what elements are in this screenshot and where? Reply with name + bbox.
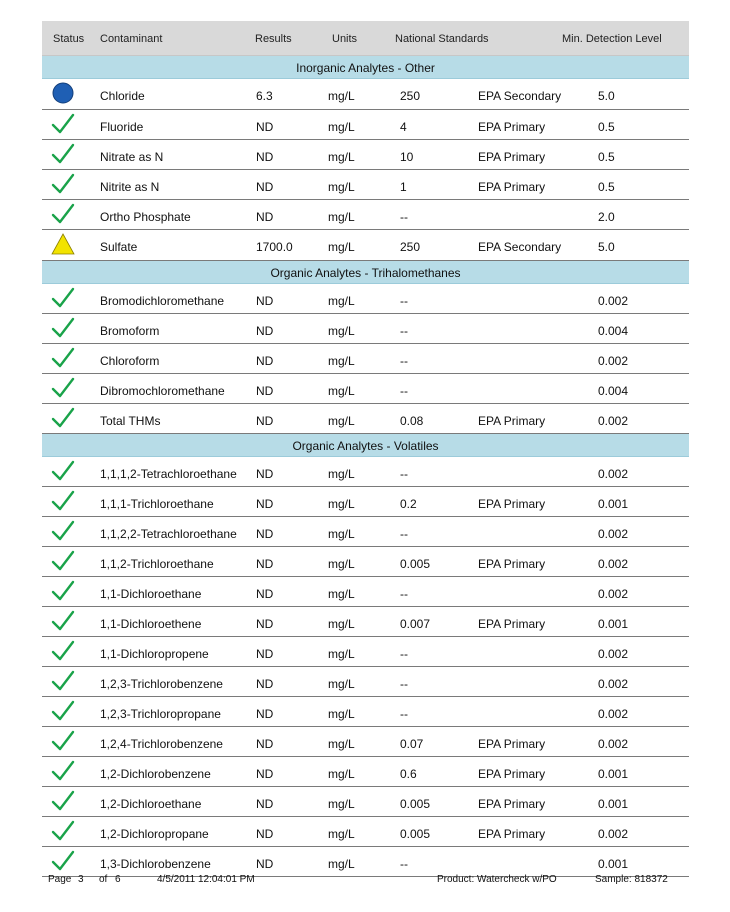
standard-value: 0.6: [400, 767, 417, 781]
table-row: [42, 517, 689, 547]
min-detection-value: 0.004: [598, 384, 629, 398]
result-value: ND: [256, 587, 274, 601]
units-value: mg/L: [328, 120, 355, 134]
min-detection-value: 0.5: [598, 150, 615, 164]
units-value: mg/L: [328, 527, 355, 541]
units-value: mg/L: [328, 467, 355, 481]
blue-circle-icon: [51, 81, 75, 105]
standard-agency: EPA Secondary: [478, 89, 562, 103]
standard-agency: EPA Primary: [478, 497, 546, 511]
table-row: [42, 757, 689, 787]
check-icon: [51, 142, 75, 166]
min-detection-value: 0.002: [598, 827, 629, 841]
header-results: Results: [255, 33, 292, 45]
result-value: ND: [256, 857, 274, 871]
min-detection-value: 0.001: [598, 767, 629, 781]
contaminant-name: Dibromochloromethane: [100, 384, 225, 398]
warning-triangle-icon: [51, 232, 75, 256]
table-row: [42, 374, 689, 404]
check-icon: [51, 406, 75, 430]
table-row: [42, 637, 689, 667]
check-icon: [51, 112, 75, 136]
contaminant-name: Total THMs: [100, 414, 161, 428]
min-detection-value: 0.002: [598, 647, 629, 661]
table-row: [42, 817, 689, 847]
standard-value: 0.08: [400, 414, 424, 428]
check-icon: [51, 519, 75, 543]
standard-value: 1: [400, 180, 407, 194]
table-row: [42, 314, 689, 344]
units-value: mg/L: [328, 240, 355, 254]
result-value: ND: [256, 180, 274, 194]
footer-page-number: 3: [78, 874, 84, 885]
standard-value: --: [400, 324, 408, 338]
table-row: [42, 230, 689, 261]
table-row: [42, 667, 689, 697]
check-icon: [51, 172, 75, 196]
table-row: [42, 140, 689, 170]
standard-value: --: [400, 707, 408, 721]
contaminant-name: 1,2-Dichlorobenzene: [100, 767, 211, 781]
footer-page-total: 6: [115, 874, 121, 885]
result-value: ND: [256, 384, 274, 398]
min-detection-value: 0.001: [598, 497, 629, 511]
result-value: ND: [256, 827, 274, 841]
contaminant-name: 1,1,1,2-Tetrachloroethane: [100, 467, 237, 481]
result-value: 6.3: [256, 89, 273, 103]
units-value: mg/L: [328, 857, 355, 871]
standard-agency: EPA Primary: [478, 767, 546, 781]
page-footer: [0, 868, 730, 888]
min-detection-value: 0.5: [598, 180, 615, 194]
table-row: [42, 577, 689, 607]
footer-of-label: of: [99, 874, 108, 885]
table-row: [42, 79, 689, 110]
footer-page-label: Page: [48, 874, 72, 885]
table-row: [42, 344, 689, 374]
standard-value: --: [400, 677, 408, 691]
standard-value: 0.07: [400, 737, 424, 751]
result-value: ND: [256, 354, 274, 368]
min-detection-value: 0.001: [598, 857, 629, 871]
contaminant-name: 1,1-Dichloroethene: [100, 617, 202, 631]
standard-value: --: [400, 210, 408, 224]
check-icon: [51, 549, 75, 573]
check-icon: [51, 286, 75, 310]
result-value: ND: [256, 467, 274, 481]
check-icon: [51, 489, 75, 513]
standard-value: --: [400, 467, 408, 481]
standard-value: --: [400, 294, 408, 308]
contaminant-name: Fluoride: [100, 120, 144, 134]
result-value: ND: [256, 414, 274, 428]
standard-agency: EPA Primary: [478, 180, 546, 194]
table-row: [42, 697, 689, 727]
standard-agency: EPA Primary: [478, 557, 546, 571]
section-title: Organic Analytes - Volatiles: [292, 439, 439, 453]
contaminant-name: 1,2,3-Trichlorobenzene: [100, 677, 223, 691]
standard-agency: EPA Secondary: [478, 240, 562, 254]
standard-agency: EPA Primary: [478, 827, 546, 841]
header-contaminant: Contaminant: [100, 33, 163, 45]
section-header: [42, 56, 689, 79]
standard-value: 250: [400, 240, 421, 254]
min-detection-value: 0.002: [598, 354, 629, 368]
contaminant-name: Nitrite as N: [100, 180, 160, 194]
min-detection-value: 0.002: [598, 677, 629, 691]
section-header: [42, 261, 689, 284]
standard-value: --: [400, 587, 408, 601]
standard-value: 0.2: [400, 497, 417, 511]
units-value: mg/L: [328, 617, 355, 631]
table-row: [42, 404, 689, 434]
units-value: mg/L: [328, 767, 355, 781]
table-row: [42, 607, 689, 637]
standard-value: 10: [400, 150, 414, 164]
check-icon: [51, 609, 75, 633]
units-value: mg/L: [328, 557, 355, 571]
min-detection-value: 0.002: [598, 414, 629, 428]
footer-datetime: 4/5/2011 12:04:01 PM: [157, 874, 255, 885]
check-icon: [51, 579, 75, 603]
check-icon: [51, 459, 75, 483]
units-value: mg/L: [328, 150, 355, 164]
table-row: [42, 200, 689, 230]
check-icon: [51, 376, 75, 400]
contaminant-name: Sulfate: [100, 240, 138, 254]
standard-agency: EPA Primary: [478, 120, 546, 134]
contaminant-name: 1,2-Dichloropropane: [100, 827, 209, 841]
contaminant-name: Bromodichloromethane: [100, 294, 225, 308]
units-value: mg/L: [328, 647, 355, 661]
units-value: mg/L: [328, 294, 355, 308]
min-detection-value: 0.002: [598, 467, 629, 481]
standard-agency: EPA Primary: [478, 797, 546, 811]
contaminant-name: Bromoform: [100, 324, 160, 338]
header-units: Units: [332, 33, 358, 45]
min-detection-value: 0.002: [598, 587, 629, 601]
standard-value: 0.007: [400, 617, 431, 631]
results-table: [42, 21, 689, 877]
check-icon: [51, 789, 75, 813]
result-value: ND: [256, 557, 274, 571]
units-value: mg/L: [328, 89, 355, 103]
contaminant-name: 1,1,1-Trichloroethane: [100, 497, 214, 511]
contaminant-name: 1,2,4-Trichlorobenzene: [100, 737, 223, 751]
contaminant-name: 1,3-Dichlorobenzene: [100, 857, 211, 871]
result-value: ND: [256, 617, 274, 631]
min-detection-value: 0.002: [598, 737, 629, 751]
result-value: ND: [256, 150, 274, 164]
contaminant-name: 1,1,2-Trichloroethane: [100, 557, 214, 571]
result-value: ND: [256, 294, 274, 308]
contaminant-name: 1,2,3-Trichloropropane: [100, 707, 221, 721]
check-icon: [51, 202, 75, 226]
table-row: [42, 284, 689, 314]
result-value: ND: [256, 797, 274, 811]
result-value: ND: [256, 647, 274, 661]
contaminant-name: 1,1-Dichloroethane: [100, 587, 202, 601]
contaminant-name: Chloroform: [100, 354, 160, 368]
standard-agency: EPA Primary: [478, 737, 546, 751]
section-title: Organic Analytes - Trihalomethanes: [270, 266, 461, 280]
units-value: mg/L: [328, 414, 355, 428]
standard-agency: EPA Primary: [478, 150, 546, 164]
contaminant-name: 1,2-Dichloroethane: [100, 797, 202, 811]
footer-sample: Sample: 818372: [595, 874, 668, 885]
result-value: 1700.0: [256, 240, 293, 254]
standard-value: --: [400, 647, 408, 661]
table-row: [42, 547, 689, 577]
min-detection-value: 5.0: [598, 89, 615, 103]
standard-value: 0.005: [400, 557, 431, 571]
check-icon: [51, 346, 75, 370]
result-value: ND: [256, 707, 274, 721]
units-value: mg/L: [328, 384, 355, 398]
check-icon: [51, 759, 75, 783]
min-detection-value: 0.002: [598, 294, 629, 308]
header-status: Status: [53, 33, 85, 45]
result-value: ND: [256, 527, 274, 541]
result-value: ND: [256, 324, 274, 338]
units-value: mg/L: [328, 827, 355, 841]
result-value: ND: [256, 767, 274, 781]
units-value: mg/L: [328, 707, 355, 721]
result-value: ND: [256, 210, 274, 224]
table-body: [42, 56, 689, 877]
section-header: [42, 434, 689, 457]
header-min-detection-level: Min. Detection Level: [562, 33, 662, 45]
table-row: [42, 110, 689, 140]
min-detection-value: 0.002: [598, 527, 629, 541]
min-detection-value: 0.001: [598, 617, 629, 631]
units-value: mg/L: [328, 677, 355, 691]
check-icon: [51, 639, 75, 663]
contaminant-name: Chloride: [100, 89, 145, 103]
contaminant-name: 1,1-Dichloropropene: [100, 647, 209, 661]
units-value: mg/L: [328, 180, 355, 194]
standard-value: --: [400, 857, 408, 871]
check-icon: [51, 819, 75, 843]
check-icon: [51, 669, 75, 693]
header-national-standards: National Standards: [395, 33, 489, 45]
standard-agency: EPA Primary: [478, 617, 546, 631]
table-row: [42, 787, 689, 817]
result-value: ND: [256, 677, 274, 691]
standard-value: 250: [400, 89, 421, 103]
standard-value: --: [400, 384, 408, 398]
table-row: [42, 727, 689, 757]
contaminant-name: 1,1,2,2-Tetrachloroethane: [100, 527, 237, 541]
units-value: mg/L: [328, 354, 355, 368]
units-value: mg/L: [328, 797, 355, 811]
min-detection-value: 0.001: [598, 797, 629, 811]
min-detection-value: 0.004: [598, 324, 629, 338]
units-value: mg/L: [328, 497, 355, 511]
table-row: [42, 457, 689, 487]
min-detection-value: 0.002: [598, 557, 629, 571]
standard-agency: EPA Primary: [478, 414, 546, 428]
standard-value: --: [400, 527, 408, 541]
units-value: mg/L: [328, 587, 355, 601]
standard-value: --: [400, 354, 408, 368]
check-icon: [51, 316, 75, 340]
min-detection-value: 2.0: [598, 210, 615, 224]
footer-product: Product: Watercheck w/PO: [437, 874, 557, 885]
check-icon: [51, 699, 75, 723]
units-value: mg/L: [328, 210, 355, 224]
table-row: [42, 487, 689, 517]
result-value: ND: [256, 120, 274, 134]
min-detection-value: 5.0: [598, 240, 615, 254]
standard-value: 0.005: [400, 827, 431, 841]
section-title: Inorganic Analytes - Other: [296, 61, 435, 75]
units-value: mg/L: [328, 737, 355, 751]
min-detection-value: 0.002: [598, 707, 629, 721]
check-icon: [51, 729, 75, 753]
table-row: [42, 170, 689, 200]
standard-value: 4: [400, 120, 407, 134]
contaminant-name: Ortho Phosphate: [100, 210, 191, 224]
result-value: ND: [256, 737, 274, 751]
units-value: mg/L: [328, 324, 355, 338]
result-value: ND: [256, 497, 274, 511]
contaminant-name: Nitrate as N: [100, 150, 164, 164]
standard-value: 0.005: [400, 797, 431, 811]
table-header: [42, 21, 689, 56]
min-detection-value: 0.5: [598, 120, 615, 134]
